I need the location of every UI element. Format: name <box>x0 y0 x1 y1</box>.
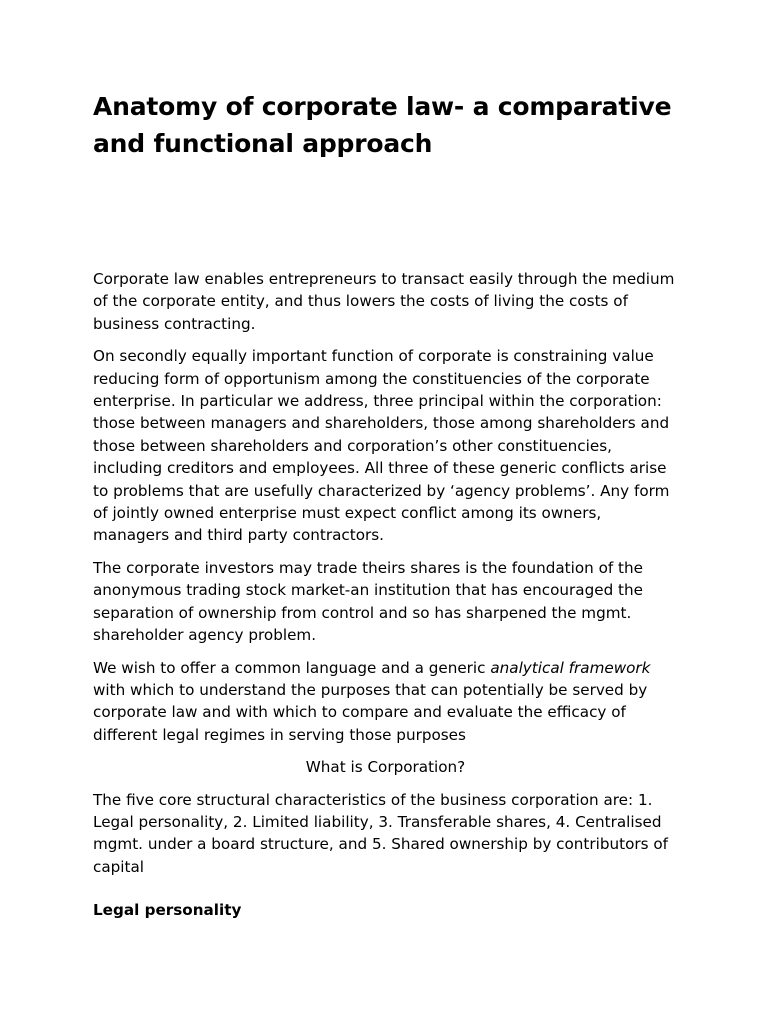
document-title: Anatomy of corporate law- a comparative and functional approach <box>93 92 672 158</box>
paragraph-analytical-framework <box>93 657 678 747</box>
paragraph-agency-problems: On secondly equally important function of corporate is constraining value reducing form of opportunism among the constituencies of the corporate enterprise. In particular we address, three principal within the corporation: those between managers and shareholders, those among shareholders and those between shareholders and corporation’s other constituencies, including creditors and employees. All three of these generic conflicts arise to problems that are usefully characterized by ‘agency problems’. Any form of jointly owned enterprise must expect conflict among its owners, managers and third party contractors. <box>93 347 670 545</box>
section-heading-what-is-corporation: What is Corporation? <box>305 758 466 777</box>
paragraph-text: We wish to offer a common language and a generic <box>93 658 491 677</box>
paragraph-core-characteristics: The five core structural characteristics of the business corporation are: 1. Legal personality, 2. Limited liability, 3. Transferable shares, 4. Centralised mgmt. under a board structure, and 5. Shared ownership by contributors of capital <box>93 790 668 876</box>
paragraph-text: with which to understand the purposes that can potentially be served by corporate law and with which to compare and evaluate the efficacy of different legal regimes in serving those purposes <box>93 680 648 744</box>
italic-term: analytical framework <box>490 658 651 677</box>
document-body <box>93 268 678 888</box>
paragraph-share-trading: The corporate investors may trade theirs shares is the foundation of the anonymous trading stock market-an institution that has encouraged the separation of ownership from control and so has sharpened the mgmt. shareholder agency problem. <box>93 558 643 645</box>
paragraph-corporate-law-purpose: Corporate law enables entrepreneurs to transact easily through the medium of the corporate entity, and thus lowers the costs of living the costs of business contracting. <box>93 270 675 333</box>
subheading-legal-personality: Legal personality <box>93 901 242 919</box>
